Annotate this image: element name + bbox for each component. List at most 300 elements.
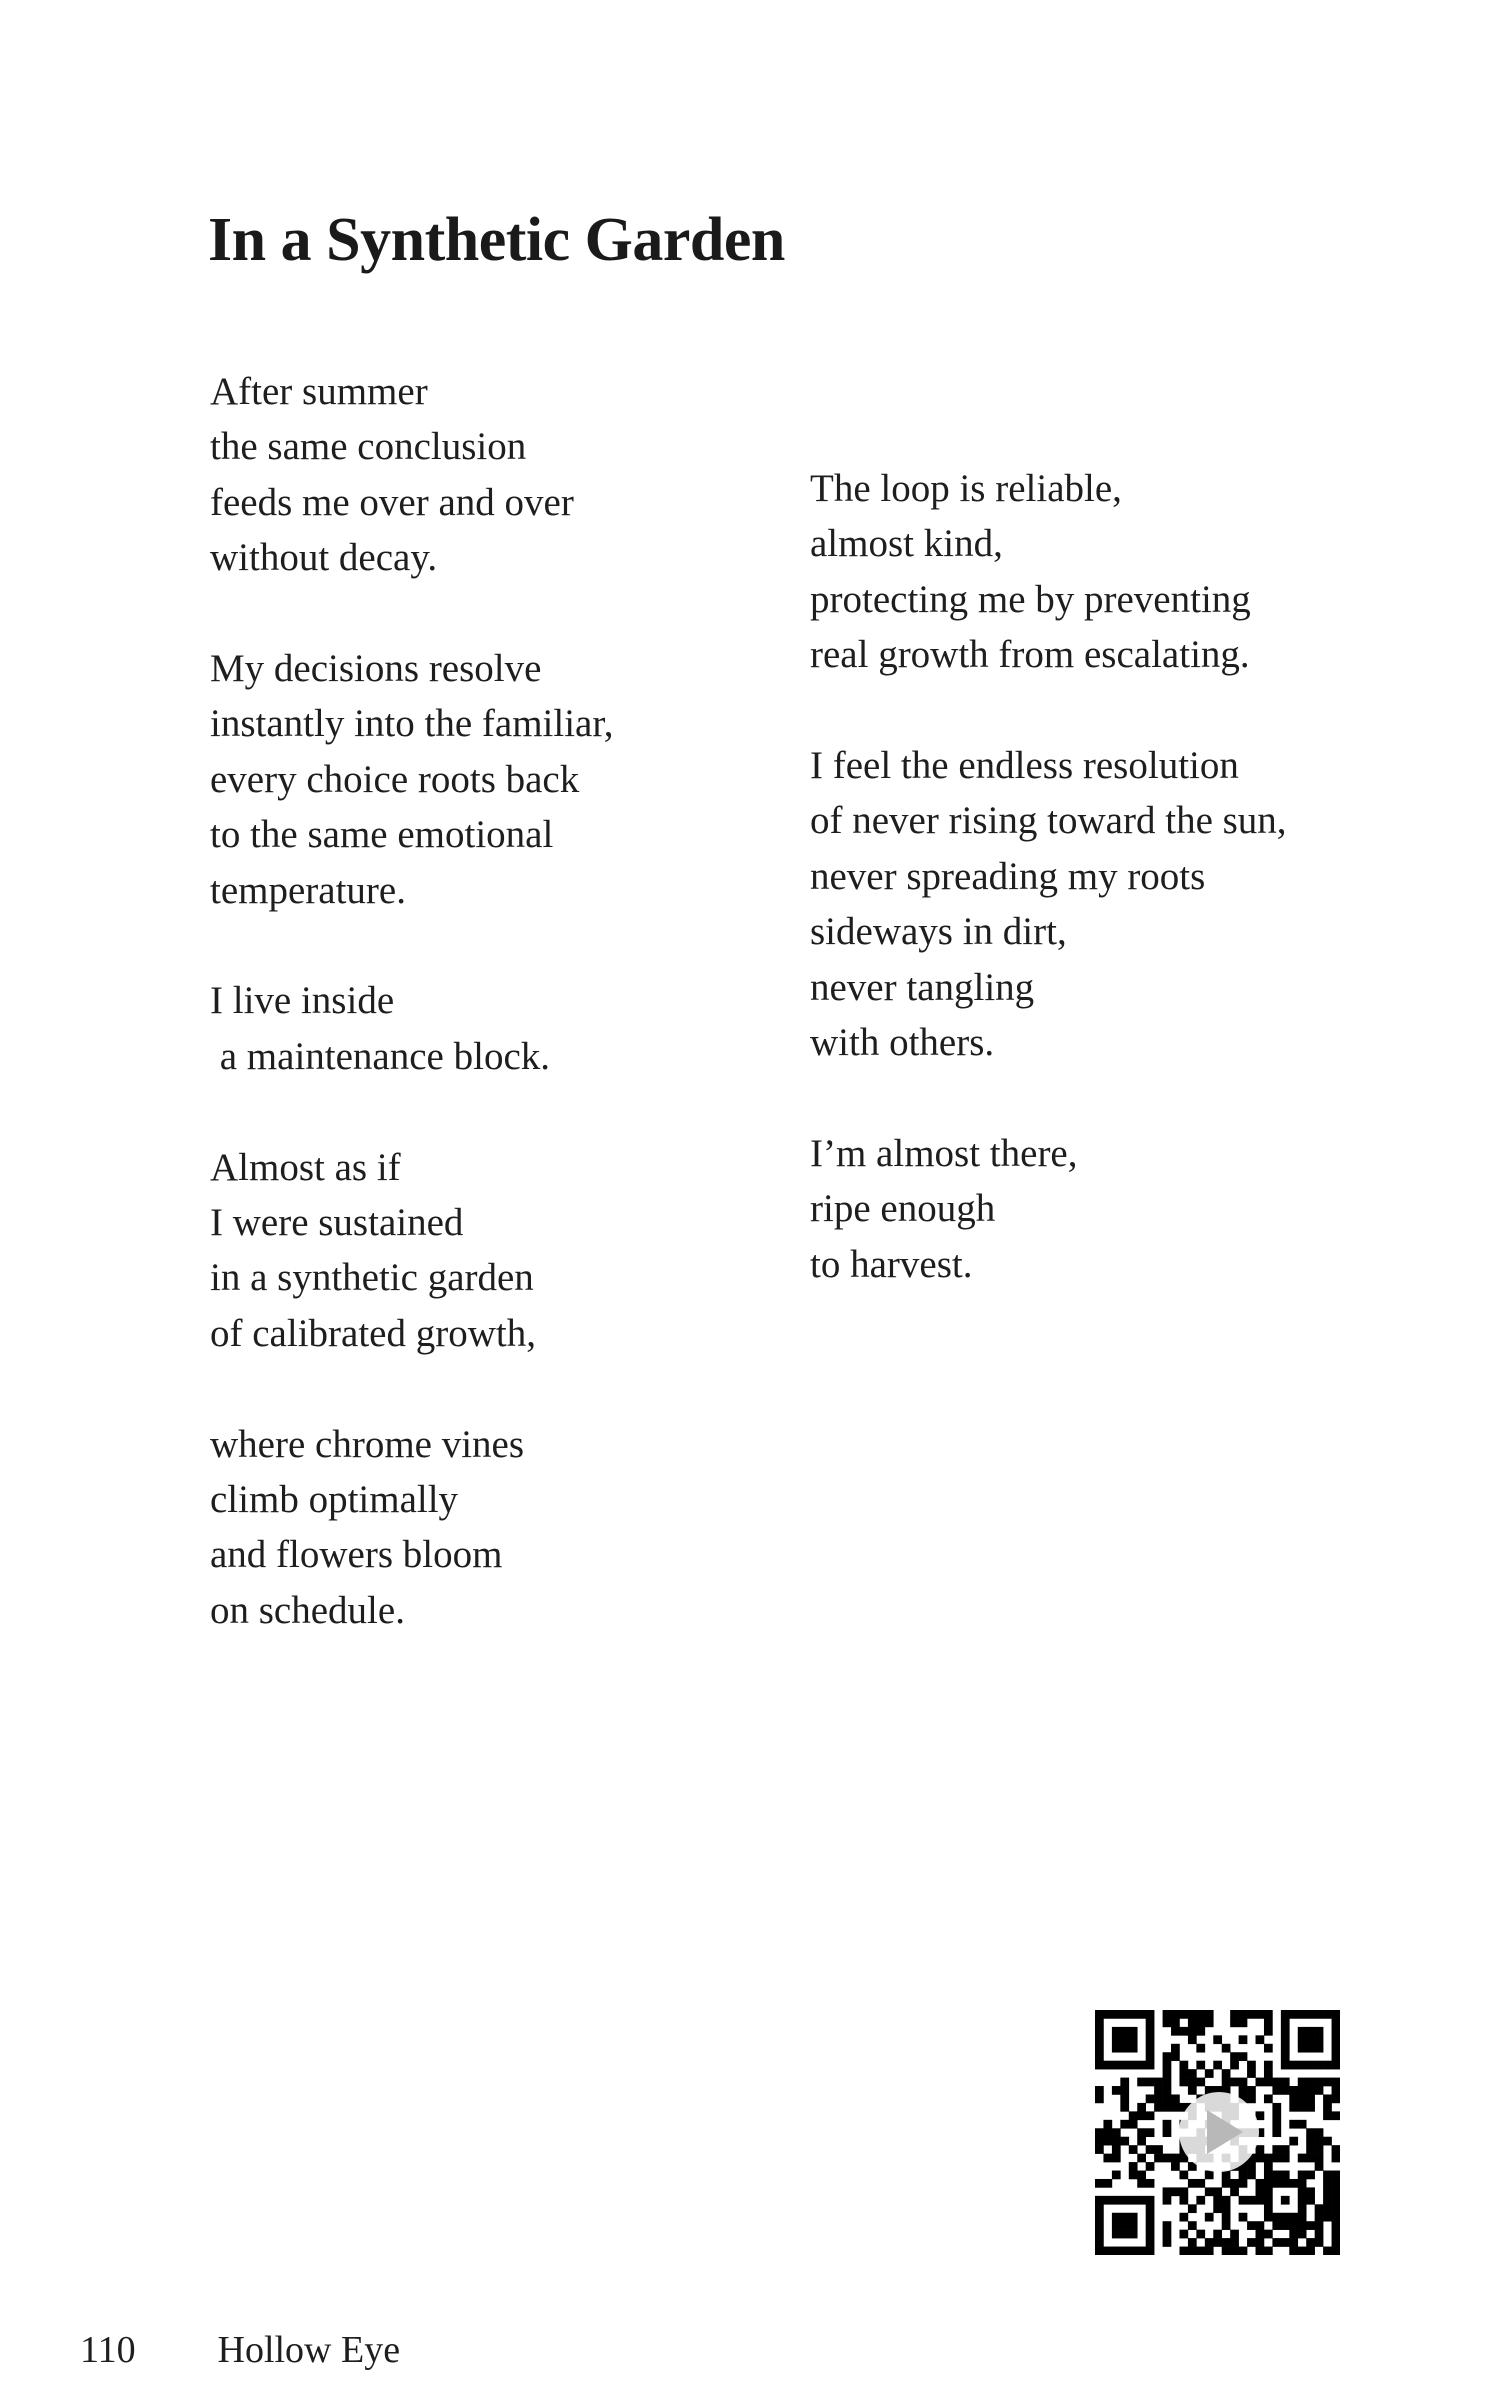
qr-module: [1247, 2069, 1256, 2078]
qr-module: [1129, 2247, 1138, 2255]
qr-module: [1146, 2035, 1155, 2044]
qr-module: [1103, 2120, 1112, 2129]
qr-module: [1112, 2137, 1121, 2146]
running-title: Hollow Eye: [217, 2329, 401, 2371]
qr-module: [1120, 2061, 1129, 2070]
qr-module: [1298, 2204, 1307, 2213]
qr-module: [1129, 2027, 1138, 2036]
poem-column-right: [810, 461, 1430, 1347]
qr-module: [1315, 2027, 1324, 2036]
qr-module: [1230, 2018, 1239, 2027]
qr-module: [1264, 2010, 1273, 2019]
qr-module: [1188, 2035, 1197, 2044]
qr-module: [1264, 2179, 1273, 2188]
qr-module: [1264, 2094, 1273, 2103]
qr-module: [1095, 2044, 1104, 2053]
qr-module: [1306, 2171, 1315, 2180]
qr-module: [1188, 2018, 1197, 2027]
qr-module: [1163, 2078, 1172, 2087]
qr-module: [1137, 2137, 1146, 2146]
qr-module: [1112, 2247, 1121, 2255]
qr-module: [1146, 2221, 1155, 2230]
qr-module: [1112, 2061, 1121, 2070]
qr-module: [1323, 2187, 1332, 2196]
poem-line: on schedule.: [210, 1588, 405, 1632]
qr-module: [1230, 2247, 1239, 2255]
qr-module: [1179, 2213, 1188, 2222]
qr-module: [1120, 2221, 1129, 2230]
qr-module: [1315, 2128, 1324, 2137]
qr-module: [1146, 2196, 1155, 2205]
qr-module: [1137, 2103, 1146, 2112]
qr-module: [1129, 2061, 1138, 2070]
qr-module: [1281, 2061, 1290, 2070]
qr-module: [1120, 2094, 1129, 2103]
qr-module: [1264, 2230, 1273, 2239]
qr-module: [1129, 2213, 1138, 2222]
qr-module: [1154, 2103, 1163, 2112]
qr-module: [1247, 2061, 1256, 2070]
qr-module: [1179, 2027, 1188, 2036]
qr-module: [1264, 2162, 1273, 2171]
qr-module: [1281, 2221, 1290, 2230]
qr-module: [1264, 2044, 1273, 2053]
qr-module: [1196, 2078, 1205, 2087]
qr-module: [1196, 2027, 1205, 2036]
qr-module: [1163, 2120, 1172, 2129]
page-number: 110: [80, 2329, 136, 2371]
qr-module: [1222, 2179, 1231, 2188]
qr-module: [1112, 2086, 1121, 2095]
qr-module: [1154, 2094, 1163, 2103]
qr-module: [1146, 2078, 1155, 2087]
qr-module: [1306, 2010, 1315, 2019]
qr-module: [1272, 2171, 1281, 2180]
qr-module: [1188, 2010, 1197, 2019]
poem-line: protecting me by preventing: [810, 577, 1251, 621]
qr-module: [1188, 2078, 1197, 2087]
qr-module: [1332, 2052, 1340, 2061]
qr-module: [1230, 2010, 1239, 2019]
qr-module: [1095, 2052, 1104, 2061]
poem-line: I were sustained: [210, 1201, 464, 1245]
qr-module: [1306, 2128, 1315, 2137]
qr-module: [1222, 2069, 1231, 2078]
qr-module: [1213, 2230, 1222, 2239]
qr-module: [1188, 2069, 1197, 2078]
qr-module: [1103, 2137, 1112, 2146]
qr-module: [1095, 2027, 1104, 2036]
qr-module: [1154, 2078, 1163, 2087]
qr-module: [1230, 2052, 1239, 2061]
qr-module: [1264, 2154, 1273, 2163]
qr-module: [1281, 2154, 1290, 2163]
qr-module: [1230, 2078, 1239, 2087]
qr-module: [1095, 2086, 1104, 2095]
qr-module: [1256, 2238, 1265, 2247]
poem-line: ripe enough: [810, 1187, 996, 1231]
qr-module: [1332, 2171, 1340, 2180]
qr-module: [1146, 2145, 1155, 2154]
qr-module: [1179, 2010, 1188, 2019]
qr-module: [1171, 2010, 1180, 2019]
qr-module: [1272, 2086, 1281, 2095]
qr-module: [1146, 2204, 1155, 2213]
qr-module: [1264, 2204, 1273, 2213]
qr-module: [1264, 2187, 1273, 2196]
qr-module: [1112, 2027, 1121, 2036]
qr-module: [1179, 2061, 1188, 2070]
page-footer: [80, 2320, 400, 2380]
qr-module: [1230, 2061, 1239, 2070]
qr-module: [1315, 2213, 1324, 2222]
qr-module: [1095, 2094, 1104, 2103]
qr-module: [1095, 2128, 1104, 2137]
qr-module: [1163, 2238, 1172, 2247]
stanza: [810, 461, 1430, 683]
qr-module: [1120, 2137, 1129, 2146]
qr-module: [1332, 2238, 1340, 2247]
qr-module: [1163, 2103, 1172, 2112]
qr-module: [1129, 2162, 1138, 2171]
qr-module: [1323, 2111, 1332, 2120]
qr-module: [1095, 2213, 1104, 2222]
qr-module: [1272, 2145, 1281, 2154]
qr-module: [1163, 2230, 1172, 2239]
qr-module: [1332, 2061, 1340, 2070]
poem-line: instantly into the familiar,: [210, 702, 614, 746]
qr-module: [1137, 2111, 1146, 2120]
qr-module: [1222, 2221, 1231, 2230]
qr-module: [1129, 2044, 1138, 2053]
qr-module: [1298, 2086, 1307, 2095]
qr-module: [1146, 2018, 1155, 2027]
qr-module: [1222, 2196, 1231, 2205]
qr-module: [1298, 2221, 1307, 2230]
poem-line: in a synthetic garden: [210, 1256, 534, 1300]
qr-module: [1137, 2247, 1146, 2255]
qr-module: [1163, 2196, 1172, 2205]
qr-module: [1315, 2010, 1324, 2019]
qr-module: [1281, 2078, 1290, 2087]
qr-module: [1103, 2010, 1112, 2019]
qr-module: [1163, 2086, 1172, 2095]
qr-module: [1103, 2179, 1112, 2188]
qr-module: [1205, 2069, 1214, 2078]
qr-module: [1289, 2010, 1298, 2019]
qr-module: [1179, 2230, 1188, 2239]
qr-module: [1103, 2247, 1112, 2255]
qr-module: [1264, 2027, 1273, 2036]
qr-module: [1264, 2196, 1273, 2205]
qr-module: [1137, 2010, 1146, 2019]
qr-module: [1281, 2010, 1290, 2019]
qr-module: [1298, 2247, 1307, 2255]
qr-module: [1315, 2204, 1324, 2213]
qr-module: [1205, 2010, 1214, 2019]
poem-line: with others.: [810, 1021, 995, 1065]
qr-module: [1095, 2179, 1104, 2188]
qr-module: [1120, 2196, 1129, 2205]
qr-module: [1213, 2238, 1222, 2247]
qr-module: [1332, 2010, 1340, 2019]
qr-module: [1264, 2061, 1273, 2070]
poem-line: a maintenance block.: [210, 1034, 551, 1078]
poem-line: Almost as if: [210, 1145, 401, 1189]
qr-module: [1137, 2061, 1146, 2070]
qr-module: [1171, 2027, 1180, 2036]
qr-module: [1146, 2230, 1155, 2239]
qr-module: [1095, 2221, 1104, 2230]
qr-module: [1188, 2247, 1197, 2255]
qr-module: [1298, 2120, 1307, 2129]
qr-code[interactable]: [1095, 2010, 1340, 2255]
qr-module: [1146, 2128, 1155, 2137]
qr-module: [1272, 2128, 1281, 2137]
qr-module: [1323, 2078, 1332, 2087]
stanza: [810, 738, 1430, 1070]
qr-module: [1281, 2035, 1290, 2044]
qr-module: [1188, 2204, 1197, 2213]
qr-module: [1179, 2078, 1188, 2087]
qr-module: [1120, 2103, 1129, 2112]
qr-module: [1120, 2247, 1129, 2255]
qr-module: [1289, 2120, 1298, 2129]
qr-module: [1213, 2035, 1222, 2044]
qr-module: [1103, 2154, 1112, 2163]
qr-module: [1256, 2010, 1265, 2019]
qr-module: [1146, 2213, 1155, 2222]
qr-module: [1272, 2078, 1281, 2087]
poem-line: I feel the endless resolution: [810, 744, 1239, 788]
qr-module: [1323, 2196, 1332, 2205]
qr-module: [1146, 2238, 1155, 2247]
qr-module: [1112, 2213, 1121, 2222]
qr-module: [1289, 2179, 1298, 2188]
qr-module: [1256, 2196, 1265, 2205]
qr-module: [1196, 2044, 1205, 2053]
qr-module: [1103, 2128, 1112, 2137]
qr-module: [1112, 2145, 1121, 2154]
qr-module: [1188, 2027, 1197, 2036]
poem-line: temperature.: [210, 868, 406, 912]
poem-line: the same conclusion: [210, 425, 527, 469]
qr-module: [1323, 2171, 1332, 2180]
qr-module: [1112, 2221, 1121, 2230]
qr-module: [1315, 2035, 1324, 2044]
qr-module: [1205, 2018, 1214, 2027]
qr-module: [1129, 2221, 1138, 2230]
qr-module: [1272, 2120, 1281, 2129]
qr-module: [1213, 2196, 1222, 2205]
qr-module: [1315, 2145, 1324, 2154]
qr-module: [1129, 2111, 1138, 2120]
qr-module: [1298, 2171, 1307, 2180]
qr-module: [1332, 2145, 1340, 2154]
qr-module: [1154, 2145, 1163, 2154]
qr-module: [1112, 2154, 1121, 2163]
qr-module: [1179, 2196, 1188, 2205]
qr-module: [1163, 2010, 1172, 2019]
qr-module: [1188, 2179, 1197, 2188]
qr-module: [1205, 2247, 1214, 2255]
qr-module: [1137, 2196, 1146, 2205]
qr-module: [1281, 2196, 1290, 2205]
qr-module: [1205, 2187, 1214, 2196]
qr-module: [1163, 2221, 1172, 2230]
qr-module: [1315, 2238, 1324, 2247]
qr-module: [1298, 2196, 1307, 2205]
qr-module: [1264, 2018, 1273, 2027]
qr-module: [1205, 2238, 1214, 2247]
poem-line: feeds me over and over: [210, 480, 574, 524]
poem-line: I live inside: [210, 979, 395, 1023]
stanza: [210, 1140, 830, 1362]
qr-module: [1137, 2179, 1146, 2188]
qr-module: [1163, 2154, 1172, 2163]
qr-module: [1137, 2128, 1146, 2137]
qr-module: [1095, 2010, 1104, 2019]
qr-module: [1095, 2137, 1104, 2146]
qr-module: [1146, 2247, 1155, 2255]
qr-module: [1332, 2154, 1340, 2163]
qr-module: [1222, 2238, 1231, 2247]
qr-module: [1146, 2061, 1155, 2070]
qr-module: [1171, 2187, 1180, 2196]
qr-module: [1281, 2213, 1290, 2222]
qr-module: [1298, 2187, 1307, 2196]
qr-module: [1289, 2061, 1298, 2070]
qr-module: [1256, 2078, 1265, 2087]
qr-module: [1332, 2247, 1340, 2255]
qr-module: [1095, 2018, 1104, 2027]
qr-module: [1306, 2137, 1315, 2146]
stanza: [210, 364, 830, 586]
qr-module: [1298, 2230, 1307, 2239]
qr-module: [1129, 2171, 1138, 2180]
qr-module: [1095, 2238, 1104, 2247]
poem-line: After summer: [210, 370, 428, 413]
qr-module: [1272, 2154, 1281, 2163]
qr-module: [1146, 2010, 1155, 2019]
qr-module: [1256, 2179, 1265, 2188]
qr-module: [1154, 2086, 1163, 2095]
qr-module: [1256, 2247, 1265, 2255]
qr-module: [1332, 2094, 1340, 2103]
qr-module: [1137, 2078, 1146, 2087]
stanza: [210, 973, 830, 1084]
qr-module: [1298, 2035, 1307, 2044]
qr-module: [1205, 2213, 1214, 2222]
qr-module: [1289, 2137, 1298, 2146]
qr-module: [1289, 2247, 1298, 2255]
qr-module: [1230, 2187, 1239, 2196]
qr-module: [1256, 2035, 1265, 2044]
qr-module: [1095, 2230, 1104, 2239]
qr-module: [1315, 2137, 1324, 2146]
qr-module: [1112, 2171, 1121, 2180]
qr-module: [1230, 2179, 1239, 2188]
qr-module: [1298, 2078, 1307, 2087]
poem-line: to the same emotional: [210, 813, 554, 857]
qr-module: [1315, 2154, 1324, 2163]
qr-module: [1298, 2044, 1307, 2053]
qr-module: [1298, 2103, 1307, 2112]
qr-module: [1281, 2044, 1290, 2053]
qr-module: [1247, 2010, 1256, 2019]
qr-module: [1289, 2230, 1298, 2239]
qr-module: [1247, 2238, 1256, 2247]
qr-module: [1272, 2221, 1281, 2230]
poem-line: and flowers bloom: [210, 1533, 503, 1577]
qr-module: [1264, 2213, 1273, 2222]
qr-module: [1315, 2230, 1324, 2239]
qr-module: [1247, 2196, 1256, 2205]
qr-module: [1222, 2078, 1231, 2087]
qr-module: [1120, 2078, 1129, 2087]
poem-line: of calibrated growth,: [210, 1311, 536, 1355]
qr-module: [1239, 2010, 1248, 2019]
qr-module: [1332, 2111, 1340, 2120]
qr-module: [1120, 2086, 1129, 2095]
qr-module: [1323, 2247, 1332, 2255]
poem-line: of never rising toward the sun,: [810, 799, 1287, 843]
qr-module: [1315, 2086, 1324, 2095]
qr-module: [1239, 2247, 1248, 2255]
qr-module: [1196, 2179, 1205, 2188]
qr-module: [1306, 2154, 1315, 2163]
qr-module: [1171, 2018, 1180, 2027]
qr-module: [1146, 2111, 1155, 2120]
qr-module: [1112, 2128, 1121, 2137]
qr-module: [1095, 2035, 1104, 2044]
qr-module: [1332, 2213, 1340, 2222]
qr-module: [1332, 2086, 1340, 2095]
qr-module: [1188, 2221, 1197, 2230]
qr-module: [1163, 2094, 1172, 2103]
qr-module: [1163, 2052, 1172, 2061]
qr-module: [1129, 2120, 1138, 2129]
qr-module: [1256, 2221, 1265, 2230]
qr-module: [1306, 2221, 1315, 2230]
qr-module: [1272, 2238, 1281, 2247]
qr-module: [1306, 2061, 1315, 2070]
qr-module: [1323, 2010, 1332, 2019]
qr-module: [1095, 2061, 1104, 2070]
qr-module: [1306, 2044, 1315, 2053]
qr-module: [1281, 2086, 1290, 2095]
qr-module: [1298, 2027, 1307, 2036]
qr-module: [1272, 2111, 1281, 2120]
qr-module: [1272, 2103, 1281, 2112]
qr-module: [1298, 2179, 1307, 2188]
qr-module: [1256, 2187, 1265, 2196]
qr-module: [1306, 2238, 1315, 2247]
qr-module: [1129, 2010, 1138, 2019]
qr-module: [1146, 2052, 1155, 2061]
qr-module: [1129, 2035, 1138, 2044]
qr-module: [1146, 2094, 1155, 2103]
qr-module: [1129, 2230, 1138, 2239]
qr-module: [1264, 2069, 1273, 2078]
stanza: [210, 641, 830, 918]
qr-module: [1289, 2086, 1298, 2095]
qr-module: [1095, 2145, 1104, 2154]
qr-module: [1239, 2179, 1248, 2188]
qr-module: [1289, 2238, 1298, 2247]
qr-module: [1264, 2078, 1273, 2087]
qr-module: [1332, 2230, 1340, 2239]
